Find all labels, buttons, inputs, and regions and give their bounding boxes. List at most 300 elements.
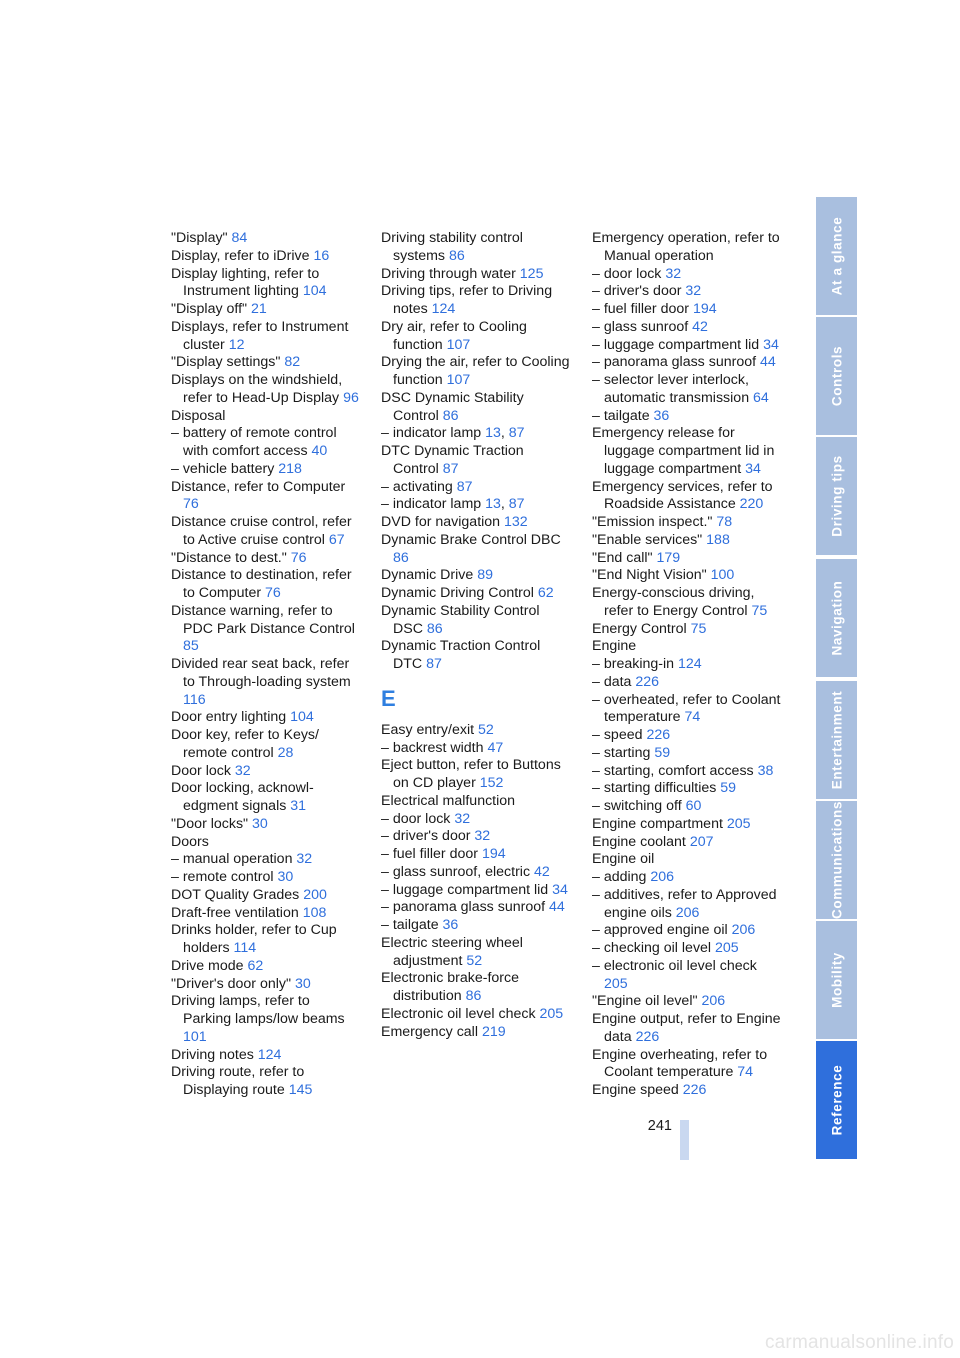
page-ref-link[interactable]: 226 (635, 1028, 660, 1045)
page-ref-link[interactable]: 67 (328, 531, 345, 548)
index-entry-text: – fuel filler door (592, 301, 693, 317)
index-entry (381, 585, 571, 603)
index-entry (592, 319, 782, 337)
page-ref-link[interactable]: 100 (710, 567, 735, 584)
page-ref-link[interactable]: 107 (446, 336, 471, 353)
page-ref-link[interactable]: 87 (508, 425, 525, 442)
index-entry (381, 390, 571, 426)
page-ref-link[interactable]: 78 (716, 514, 733, 530)
index-entry (171, 567, 361, 603)
page-ref-link[interactable]: 30 (277, 869, 294, 885)
index-entry-text: Driving stability control systems (381, 230, 523, 264)
index-entry-text: Driving tips, refer to Driving notes (381, 283, 553, 317)
index-entry (171, 816, 361, 834)
page-ref-link[interactable]: 205 (726, 815, 751, 832)
page-ref-link[interactable]: 40 (311, 443, 328, 459)
index-entry (592, 425, 782, 478)
page-ref-link[interactable]: 104 (302, 283, 327, 300)
tab-label: Navigation (829, 580, 844, 656)
index-entry (381, 864, 571, 882)
index-entry-text: DTC Dynamic Traction Control (381, 443, 524, 477)
index-entry-text: – tailgate (592, 407, 654, 424)
page-ref-link[interactable]: 84 (231, 230, 248, 246)
index-entry-text: – starting, comfort access (592, 762, 758, 779)
page-ref-link[interactable]: 125 (519, 265, 544, 282)
index-entry (381, 828, 571, 846)
index-entry (171, 656, 361, 709)
index-entry (592, 337, 782, 355)
index-entry (381, 638, 571, 674)
index-entry-text: "Driver's door only" (171, 975, 295, 992)
index-entry-text: Drying the air, refer to Cooling function (381, 354, 570, 388)
page-ref-link[interactable]: 101 (183, 1028, 207, 1045)
index-entry (592, 567, 782, 585)
index-entry (592, 834, 782, 852)
page-ref-link[interactable]: 87 (456, 478, 473, 495)
index-entry-text: DSC Dynamic Stability Control (381, 389, 524, 424)
index-entry-text: – tailgate (381, 917, 443, 933)
index-entry (171, 993, 361, 1046)
index-entry (592, 514, 782, 532)
index-entry-text: Dynamic Drive (381, 567, 478, 584)
tab-label: Communications (829, 801, 844, 919)
page-ref-link[interactable]: 226 (682, 1082, 707, 1098)
tab-communications[interactable] (816, 801, 857, 919)
page-ref-link[interactable]: 206 (675, 904, 700, 921)
index-entry (171, 780, 361, 816)
index-entry-text: – vehicle battery (171, 460, 279, 477)
index-entry-text: – backrest width (381, 739, 488, 756)
index-entry (381, 230, 571, 266)
page-ref-link[interactable]: 116 (183, 691, 206, 708)
page-ref-link[interactable]: 76 (265, 585, 281, 601)
index-entry (171, 1047, 361, 1065)
index-entry (592, 1011, 782, 1047)
index-entry-text: Disposal (171, 407, 226, 424)
section-tabs (816, 197, 857, 1160)
index-entry (381, 514, 571, 532)
index-entry (171, 461, 361, 479)
page-number-bar (680, 1120, 689, 1160)
page-ref-link[interactable]: 220 (739, 496, 764, 513)
index-entry (171, 1064, 361, 1100)
page-ref-link[interactable]: 124 (257, 1046, 282, 1063)
page-ref-link[interactable]: 34 (552, 881, 568, 898)
page-ref-link[interactable]: 42 (692, 318, 708, 335)
page-ref-link[interactable]: 62 (537, 585, 554, 601)
page-ref-link[interactable]: 16 (313, 247, 330, 264)
index-entry (381, 846, 571, 864)
page-ref-link[interactable]: 205 (539, 1005, 564, 1022)
index-entry (592, 301, 782, 319)
page-ref-link[interactable]: 107 (446, 372, 471, 388)
tab-controls[interactable] (816, 317, 857, 435)
page-ref-link[interactable]: 205 (604, 975, 628, 992)
index-entry-text: Door entry lighting (171, 709, 291, 726)
tab-label: Reference (829, 1064, 844, 1136)
index-entry-text: – starting difficulties (592, 780, 721, 797)
index-entry-text: – panorama glass sunroof (381, 899, 549, 916)
page-ref-link[interactable]: 34 (763, 336, 779, 353)
index-entry (171, 887, 361, 905)
index-entry (381, 532, 571, 568)
index-entry-text: – checking oil level (592, 940, 716, 956)
index-entry-text: "Emission inspect." (592, 514, 717, 530)
tab-mobility[interactable] (816, 921, 857, 1039)
index-entry-text: – indicator lamp (381, 425, 486, 442)
index-entry-text: Drinks holder, refer to Cup holders (171, 922, 337, 956)
index-entry (592, 763, 782, 781)
index-entry (592, 230, 782, 266)
index-entry (592, 674, 782, 692)
index-entry-text: – remote control (171, 869, 278, 885)
page-ref-link[interactable]: 205 (715, 940, 739, 956)
page-ref-link[interactable]: 152 (479, 775, 504, 791)
page-ref-link[interactable]: 145 (288, 1082, 313, 1098)
index-entry (171, 266, 361, 302)
index-entry (381, 266, 571, 284)
index-entry (171, 230, 361, 248)
index-entry (171, 922, 361, 958)
index-entry-text: Divided rear seat back, refer to Through-loading system (171, 656, 351, 690)
index-entry-text: Dynamic Brake Control DBC (381, 531, 561, 548)
watermark: carmanualsonline.info (764, 1332, 954, 1353)
tab-reference[interactable] (816, 1041, 857, 1159)
page-ref-link[interactable]: 30 (252, 815, 268, 832)
index-entry (592, 851, 782, 869)
page-ref-link[interactable]: 42 (533, 863, 550, 880)
page-ref-link[interactable]: 13 (485, 425, 501, 442)
page-ref-link[interactable]: 32 (685, 283, 702, 300)
index-entry-text: "Display off" (171, 301, 251, 317)
index-entry-text: Distance, refer to Computer (171, 478, 346, 495)
index-entry-text: Driving through water (381, 265, 520, 282)
page-ref-link[interactable]: 124 (677, 656, 702, 672)
page-ref-link[interactable]: 32 (234, 762, 251, 779)
page-ref-link[interactable]: 206 (701, 993, 726, 1010)
page-ref-link[interactable]: 132 (504, 514, 528, 530)
index-entry (592, 408, 782, 426)
index-entry-text: – door lock (592, 265, 666, 282)
index-entry-text: Easy entry/exit (381, 721, 478, 738)
index-entry (592, 1082, 782, 1100)
page-ref-link[interactable]: 60 (685, 798, 702, 814)
index-entry (592, 479, 782, 515)
index-entry-text: – breaking-in (592, 656, 678, 672)
index-entry (171, 550, 361, 568)
index-entry-text: – data (592, 673, 636, 690)
index-entry-text: Dynamic Driving Control (381, 585, 538, 601)
page-ref-link[interactable]: 32 (474, 828, 491, 845)
page-ref-link[interactable]: 74 (737, 1064, 754, 1081)
index-entry-text: Displays on the windshield, refer to Head-Up Display (171, 372, 344, 406)
index-entry (381, 479, 571, 497)
index-entry-text: Engine oil (592, 851, 655, 868)
index-entry (592, 745, 782, 763)
page-ref-link[interactable]: 124 (431, 301, 456, 317)
page-ref-link[interactable]: 32 (454, 810, 471, 827)
page-number: 241 (647, 1118, 672, 1134)
index-entry-text: Dynamic Stability Control DSC (381, 602, 540, 637)
index-entry (381, 496, 571, 514)
index-entry-text: – electronic oil level check (592, 957, 757, 974)
index-entry (592, 1047, 782, 1083)
index-entry (592, 656, 782, 674)
page-ref-link[interactable]: 44 (549, 899, 565, 916)
index-column-1 (171, 230, 361, 1100)
page-ref-link[interactable]: 87 (442, 460, 459, 477)
index-entry (592, 922, 782, 940)
index-entry-text: Energy Control (592, 620, 691, 637)
index-entry-text: "Distance to dest." (171, 549, 291, 566)
page-ref-link[interactable]: 207 (689, 833, 714, 850)
page-ref-link[interactable]: 226 (635, 673, 660, 690)
tab-driving-tips[interactable] (816, 437, 857, 555)
page-ref-link[interactable]: 12 (228, 336, 245, 353)
index-entry-text: Draft-free ventilation (171, 904, 303, 921)
index-entry-text: – speed (592, 727, 647, 743)
index-entry-text: Drive mode (171, 957, 248, 974)
index-entry-text: Emergency call (381, 1023, 482, 1040)
page-ref-link[interactable]: 114 (233, 940, 257, 956)
index-entry (171, 869, 361, 887)
index-entry (171, 905, 361, 923)
page-ref-link[interactable]: 226 (646, 727, 671, 743)
index-entry-text: – adding (592, 869, 651, 885)
index-entry (592, 550, 782, 568)
page-ref-link[interactable]: 32 (296, 851, 313, 868)
index-entry (381, 970, 571, 1006)
index-entry-text: "End Night Vision" (592, 567, 711, 584)
index-entry-text: Engine compartment (592, 815, 727, 832)
index-entry (381, 917, 571, 935)
page-ref-link[interactable]: 219 (481, 1023, 506, 1040)
index-entry-text: Dynamic Traction Control DTC (381, 638, 541, 672)
page-ref-separator: , (500, 496, 509, 513)
index-column-3 (592, 230, 782, 1100)
index-entry-text: Engine speed (592, 1082, 683, 1098)
index-entry-text: Driving route, refer to Displaying route (171, 1064, 305, 1098)
page-ref-link[interactable]: 21 (251, 301, 267, 317)
index-entry (592, 283, 782, 301)
index-entry-text: Driving lamps, refer to Parking lamps/low beams (171, 993, 345, 1027)
index-entry (171, 976, 361, 994)
page-ref-link[interactable]: 87 (426, 656, 442, 672)
index-entry-text: "Door locks" (171, 815, 253, 832)
page-ref-link[interactable]: 194 (692, 301, 717, 317)
index-entry (171, 301, 361, 319)
index-entry-text: – starting (592, 744, 655, 761)
index-entry-text: – overheated, refer to Coolant temperature (592, 691, 781, 726)
index-entry (381, 740, 571, 758)
tab-label: Driving tips (829, 455, 844, 537)
index-entry-text: – luggage compartment lid (381, 881, 553, 898)
index-entry (171, 248, 361, 266)
tab-at-a-glance[interactable] (816, 197, 857, 315)
page-ref-link[interactable]: 86 (465, 988, 482, 1004)
index-entry (381, 757, 571, 793)
index-entry-text: – switching off (592, 798, 686, 814)
page-ref-link[interactable]: 86 (393, 549, 409, 566)
page-ref-link[interactable]: 188 (706, 531, 730, 548)
index-entry (381, 283, 571, 319)
page-ref-link[interactable]: 206 (650, 869, 675, 885)
index-entry-text: – glass sunroof, electric (381, 863, 534, 880)
index-entry-text: "Enable services" (592, 531, 707, 548)
index-entry (592, 940, 782, 958)
tab-entertainment[interactable] (816, 681, 857, 799)
index-entry-text: Eject button, refer to Buttons on CD player (381, 757, 561, 791)
page-ref-link[interactable]: 85 (183, 638, 199, 655)
page-ref-link[interactable]: 89 (477, 567, 493, 584)
index-entry-text: DVD for navigation (381, 514, 505, 530)
page-ref-link[interactable]: 34 (745, 460, 761, 477)
index-column-2 (381, 230, 571, 1041)
page-ref-link[interactable]: 59 (654, 744, 671, 761)
page-ref-link[interactable]: 218 (278, 460, 302, 477)
index-entry (592, 869, 782, 887)
index-entry (171, 709, 361, 727)
index-entry (592, 266, 782, 284)
page-ref-link[interactable]: 74 (684, 709, 701, 726)
page-ref-link[interactable]: 64 (753, 389, 769, 406)
index-entry-text: Door locking, acknowl- edgment signals (171, 780, 314, 814)
page-ref-link[interactable]: 194 (481, 846, 506, 862)
page-ref-link[interactable]: 47 (487, 739, 504, 756)
index-entry-text: "End call" (592, 549, 657, 566)
page-ref-link[interactable]: 179 (656, 549, 681, 566)
page-ref-link[interactable]: 52 (478, 721, 494, 738)
index-entry-text: Display lighting, refer to Instrument lighting (171, 265, 320, 300)
page-ref-link[interactable]: 75 (690, 620, 707, 637)
page-ref-link[interactable]: 75 (751, 602, 768, 619)
index-entry-text: – battery of remote control with comfort access (171, 425, 337, 459)
index-entry (171, 851, 361, 869)
index-entry (592, 585, 782, 621)
page-ref-link[interactable]: 86 (448, 247, 465, 264)
index-entry-text: – approved engine oil (592, 922, 732, 939)
index-entry-text: Distance cruise control, refer to Active cruise control (171, 514, 352, 548)
index-letter-heading: E (381, 685, 396, 711)
index-entry (592, 816, 782, 834)
tab-navigation[interactable] (816, 559, 857, 677)
tab-label: Entertainment (829, 690, 844, 790)
index-entry-text: Electric steering wheel adjustment (381, 934, 523, 969)
index-entry (171, 727, 361, 763)
index-entry-text: Door key, refer to Keys/ remote control (171, 727, 319, 761)
index-entry-text: – activating (381, 478, 457, 495)
index-entry-text: Emergency services, refer to Roadside Assistance (592, 478, 773, 513)
index-entry (592, 993, 782, 1011)
index-entry (171, 425, 361, 461)
index-entry (592, 621, 782, 639)
page-ref-link[interactable]: 30 (294, 975, 311, 992)
index-entry-text: – additives, refer to Approved engine oils (592, 886, 777, 921)
index-entry-text: – driver's door (592, 283, 686, 300)
index-entry (381, 354, 571, 390)
index-entry (381, 793, 571, 811)
index-entry (592, 638, 782, 656)
page-ref-separator: , (500, 425, 509, 442)
index-entry (381, 443, 571, 479)
page-ref-link[interactable]: 36 (653, 407, 670, 424)
page-ref-link[interactable]: 200 (303, 886, 327, 903)
page-ref-link[interactable]: 86 (442, 407, 459, 424)
page-ref-link[interactable]: 108 (302, 904, 327, 921)
tab-label: Mobility (829, 952, 844, 1008)
page-ref-link[interactable]: 38 (757, 762, 774, 779)
index-entry-text: – indicator lamp (381, 496, 486, 513)
page-ref-link[interactable]: 32 (665, 265, 682, 282)
index-entry-text: Displays, refer to Instrument cluster (171, 318, 349, 353)
index-entry-text: Door lock (171, 762, 235, 779)
index-entry-text: – luggage compartment lid (592, 336, 764, 353)
page-ref-link[interactable]: 59 (720, 780, 737, 797)
index-entry-text: – selector lever interlock, automatic transmission (592, 372, 754, 406)
index-entry (592, 798, 782, 816)
page-ref-link[interactable]: 76 (290, 549, 307, 566)
page-ref-link[interactable]: 86 (426, 620, 443, 637)
index-entry (592, 958, 782, 994)
index-entry (171, 479, 361, 515)
index-entry (171, 603, 361, 656)
index-entry-text: Electrical malfunction (381, 792, 516, 809)
index-entry-text: "Display settings" (171, 354, 285, 371)
index-entry (592, 692, 782, 728)
index-entry (171, 372, 361, 408)
index-entry-text: Distance warning, refer to PDC Park Distance Control (171, 602, 355, 637)
index-entry (171, 408, 361, 426)
page-ref-link[interactable]: 36 (442, 917, 459, 933)
index-entry-text: – driver's door (381, 828, 475, 845)
page-ref-link[interactable]: 104 (290, 709, 314, 726)
page-ref-link[interactable]: 44 (760, 354, 776, 371)
index-entry (381, 567, 571, 585)
index-entry-text: Electronic oil level check (381, 1005, 540, 1022)
index-entry (592, 887, 782, 923)
index-entry (171, 834, 361, 852)
index-entry (381, 882, 571, 900)
index-entry-text: "Display" (171, 230, 232, 246)
page-ref-link[interactable]: 13 (485, 496, 501, 513)
index-entry (171, 354, 361, 372)
index-entry-text: Engine output, refer to Engine data (592, 1011, 781, 1045)
index-entry-text: Driving notes (171, 1046, 258, 1063)
page-ref-link[interactable]: 52 (466, 952, 483, 969)
index-entry (171, 514, 361, 550)
page-ref-link[interactable]: 28 (277, 744, 294, 761)
index-entry (381, 811, 571, 829)
page-ref-link[interactable]: 87 (508, 496, 525, 513)
page-ref-link[interactable]: 31 (290, 798, 307, 814)
index-entry (381, 1006, 571, 1024)
index-entry-text: – glass sunroof (592, 318, 693, 335)
page-ref-link[interactable]: 82 (284, 354, 301, 371)
page-ref-link[interactable]: 62 (247, 957, 264, 974)
page-ref-link[interactable]: 76 (183, 496, 199, 513)
index-entry-text: – fuel filler door (381, 846, 482, 862)
tab-label: Controls (829, 345, 844, 407)
index-entry-text: Distance to destination, refer to Computer (171, 567, 352, 601)
index-entry (381, 425, 571, 443)
index-entry-text: Electronic brake-force distribution (381, 970, 519, 1004)
index-entry (592, 727, 782, 745)
index-entry (592, 372, 782, 408)
page-ref-link[interactable]: 206 (731, 922, 756, 939)
page-ref-link[interactable]: 96 (343, 389, 359, 406)
index-entry (171, 763, 361, 781)
index-entry-text: Doors (171, 833, 209, 850)
